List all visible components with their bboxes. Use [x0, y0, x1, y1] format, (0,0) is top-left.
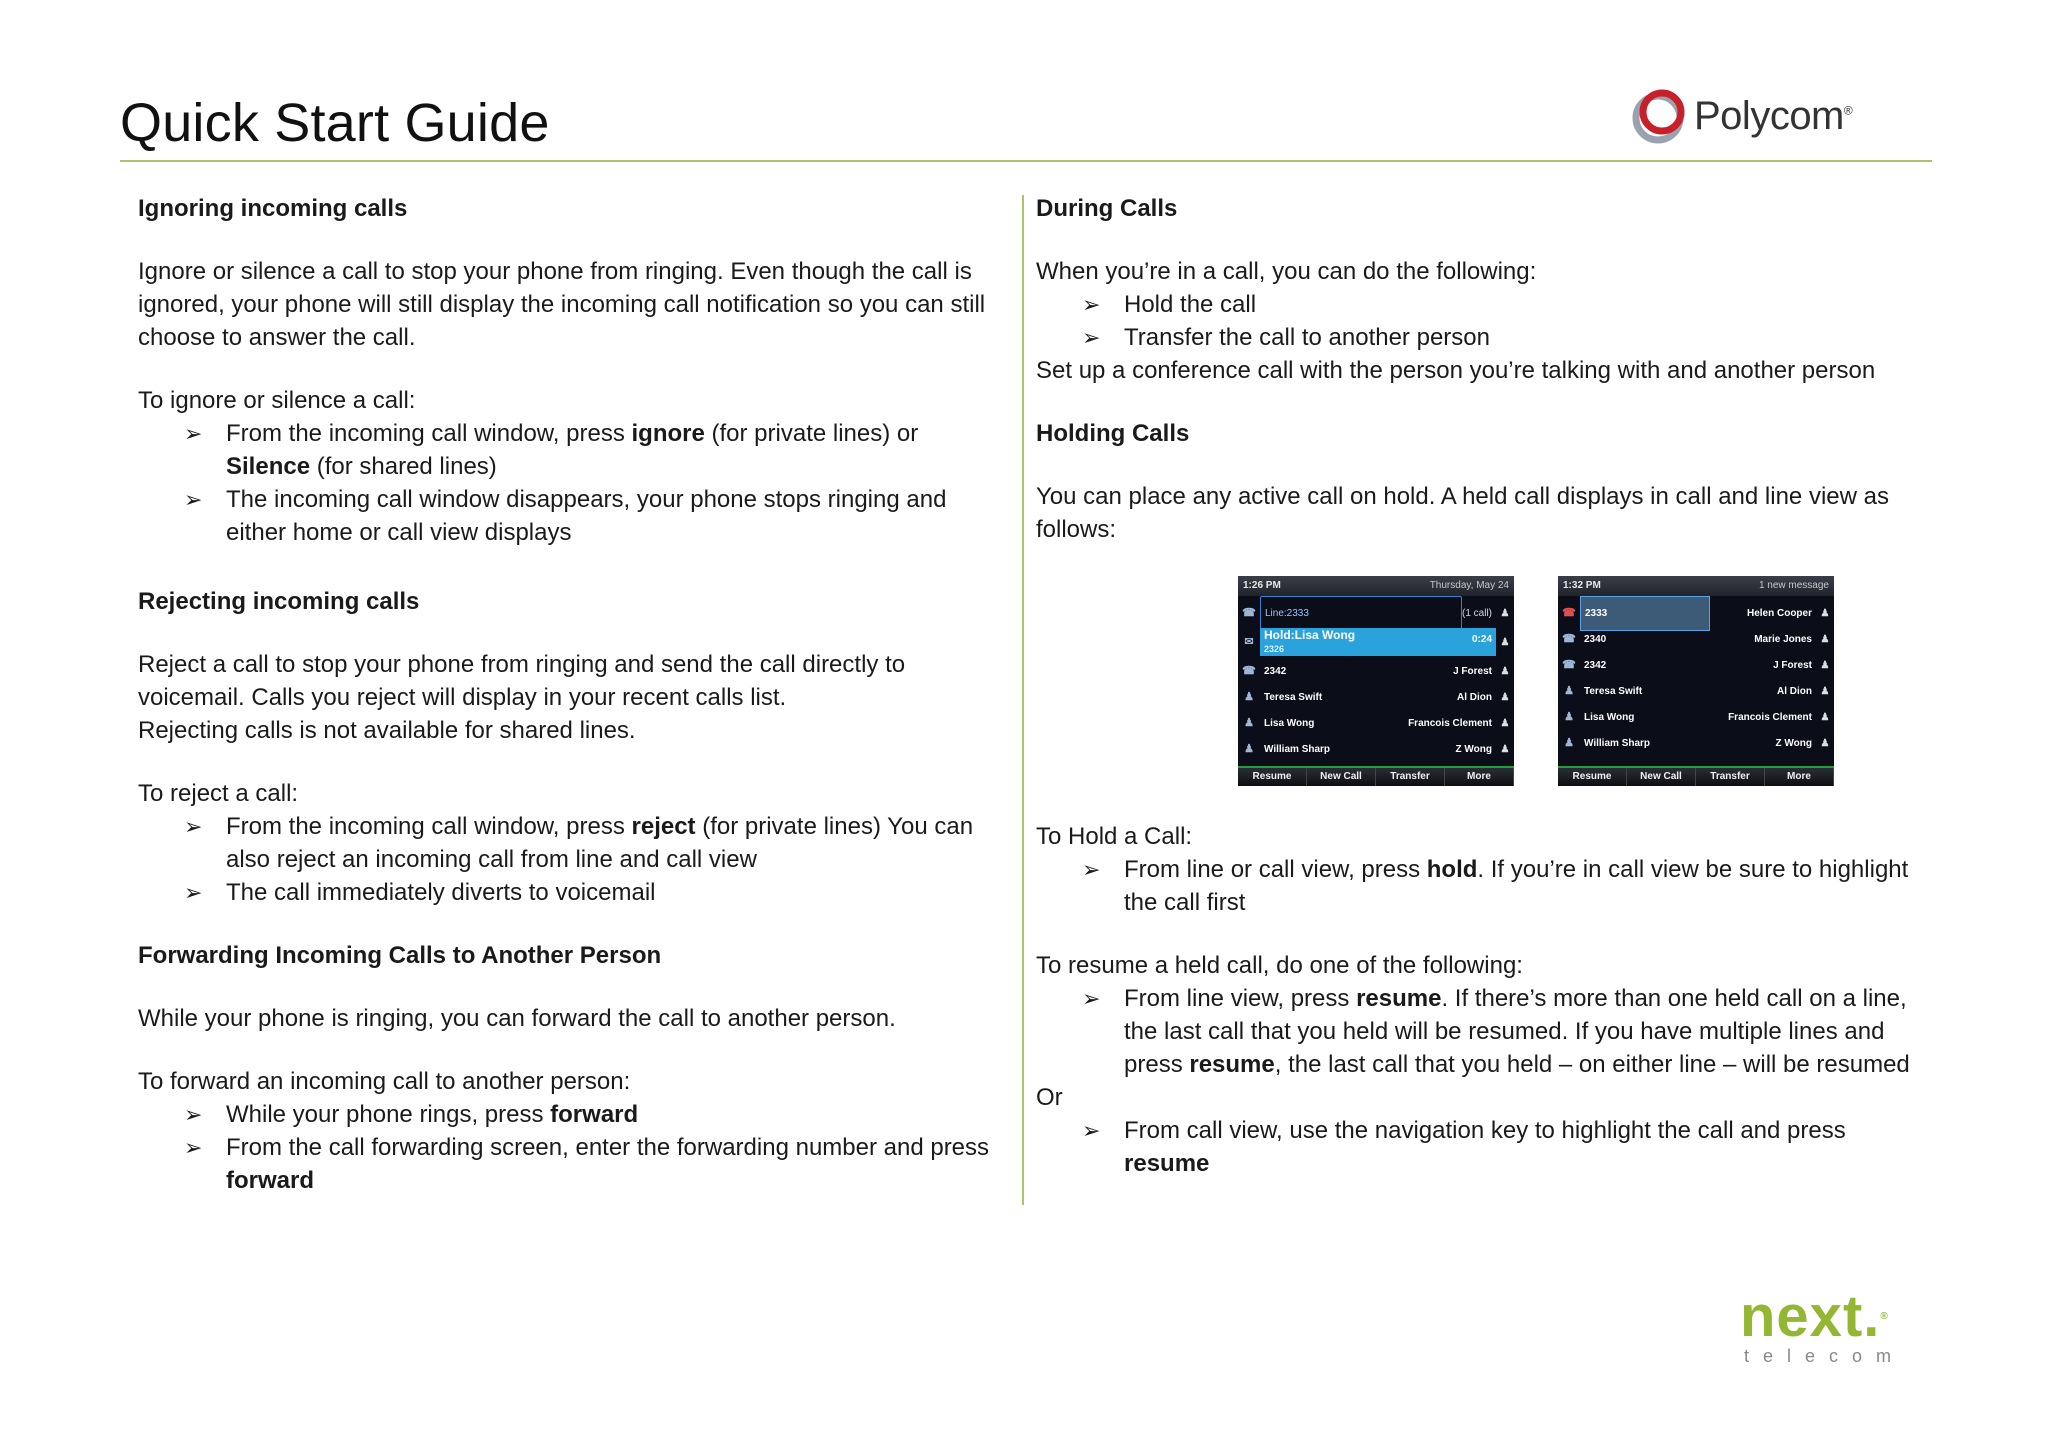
- softkey-new-call: New Call: [1307, 768, 1376, 786]
- left-column: [138, 192, 1008, 1197]
- contact-icon: ♟: [1564, 710, 1574, 723]
- list-item: ➢ The call immediately diverts to voicemail: [138, 876, 1008, 909]
- phone-icon: ☎: [1242, 606, 1256, 619]
- rejecting-steps: [138, 810, 1008, 909]
- clock: 1:26 PM: [1243, 580, 1281, 591]
- arrow-bullet-icon: ➢: [184, 487, 203, 512]
- contact-icon: ♟: [1820, 633, 1830, 645]
- arrow-bullet-icon: ➢: [184, 880, 203, 905]
- section-heading-ignoring: Ignoring incoming calls: [138, 195, 408, 222]
- list-item: ➢ From line or call view, press hold. If you’re in call view be sure to highlight the call first: [1036, 853, 1936, 919]
- softkey-new-call: New Call: [1627, 768, 1696, 786]
- contact-icon: ♟: [1500, 665, 1510, 677]
- line-row: ☎ Line:2333 (1 call) ♟: [1238, 600, 1514, 626]
- section-heading-during: During Calls: [1036, 195, 1178, 222]
- phone-screen-call-view: [1238, 576, 1514, 786]
- contact-icon: ♟: [1564, 684, 1574, 697]
- contact-icon: ♟: [1564, 736, 1574, 749]
- status-bar: [1238, 576, 1514, 596]
- list-item: ♟ Teresa Swift Al Dion ♟: [1238, 684, 1514, 710]
- ignoring-lead: To ignore or silence a call:: [138, 387, 416, 414]
- polycom-logo: [1632, 84, 1852, 148]
- during-intro: When you’re in a call, you can do the following:: [1036, 258, 1537, 285]
- arrow-bullet-icon: ➢: [1082, 857, 1101, 882]
- column-divider: [1022, 195, 1024, 1205]
- contact-icon: ♟: [1500, 691, 1510, 703]
- contact-icon: ♟: [1820, 737, 1830, 749]
- contact-icon: ♟: [1820, 607, 1830, 619]
- polycom-mark-icon: [1632, 86, 1688, 146]
- section-heading-holding: Holding Calls: [1036, 420, 1190, 447]
- message-status: 1 new message: [1758, 580, 1829, 591]
- list-item: ☎ 2342 J Forest ♟: [1238, 658, 1514, 684]
- softkeys: [1238, 766, 1514, 786]
- arrow-bullet-icon: ➢: [184, 1135, 203, 1160]
- forwarding-lead: To forward an incoming call to another person:: [138, 1068, 631, 1095]
- list-item: ➢ From call view, use the navigation key to highlight the call and press resume: [1036, 1114, 1936, 1180]
- arrow-bullet-icon: ➢: [1082, 292, 1101, 317]
- list-item: ☎ 2342 J Forest ♟: [1558, 652, 1834, 678]
- polycom-wordmark: Polycom®: [1694, 93, 1853, 138]
- resume-lead: To resume a held call, do one of the following:: [1036, 952, 1523, 979]
- softkey-transfer: Transfer: [1376, 768, 1445, 786]
- rejecting-lead: To reject a call:: [138, 780, 299, 807]
- contact-icon: ♟: [1244, 690, 1254, 703]
- during-conference: Set up a conference call with the person you’re talking with and another person: [1036, 357, 1876, 384]
- telecom-wordmark: telecom: [1744, 1346, 1906, 1366]
- contact-icon: ♟: [1820, 711, 1830, 723]
- contact-icon: ♟: [1500, 607, 1510, 619]
- contact-icon: ♟: [1500, 636, 1510, 648]
- contact-icon: ♟: [1244, 716, 1254, 729]
- softkeys: [1558, 766, 1834, 786]
- phone-icon: ☎: [1242, 664, 1256, 677]
- header-rule: [120, 160, 1932, 162]
- forwarding-steps: [138, 1098, 1008, 1197]
- softkey-more: More: [1765, 768, 1834, 786]
- next-telecom-logo: [1740, 1284, 1930, 1367]
- phone-icon: ☎: [1562, 658, 1576, 671]
- section-heading-rejecting: Rejecting incoming calls: [138, 588, 420, 615]
- phone-screenshots: [1036, 576, 1936, 786]
- list-item: ♟ Lisa Wong Francois Clement ♟: [1238, 710, 1514, 736]
- phone-icon: ☎: [1562, 606, 1576, 619]
- contact-icon: ♟: [1500, 717, 1510, 729]
- ignoring-intro: Ignore or silence a call to stop your phone from ringing. Even though the call is ignored, your phone will still display the incoming call notification so you can still choose to answer the call.: [138, 258, 986, 351]
- contact-icon: ♟: [1500, 743, 1510, 755]
- list-item: ➢ Transfer the call to another person: [1036, 321, 1936, 354]
- held-call-row: ✉ Hold:Lisa Wong 2326 0:24 ♟: [1238, 626, 1514, 658]
- softkey-resume: Resume: [1238, 768, 1307, 786]
- resume-steps: [1036, 982, 1936, 1081]
- mail-icon: ✉: [1244, 635, 1254, 648]
- list-item: ➢ Hold the call: [1036, 288, 1936, 321]
- arrow-bullet-icon: ➢: [1082, 1118, 1101, 1143]
- section-heading-forwarding: Forwarding Incoming Calls to Another Person: [138, 942, 662, 969]
- list-item: ➢ From line view, press resume. If there’s more than one held call on a line, the last call that you held will be resumed. If you have multiple lines and press resume, the last call that you held – on either line – will be resumed: [1036, 982, 1936, 1081]
- phone-icon: ☎: [1562, 632, 1576, 645]
- resume-steps-alt: [1036, 1114, 1936, 1180]
- right-column: [1036, 192, 1936, 1180]
- list-item: ☎ 2333 Helen Cooper ♟: [1558, 600, 1834, 626]
- contact-icon: ♟: [1820, 659, 1830, 671]
- list-item: ♟ William Sharp Z Wong ♟: [1238, 736, 1514, 762]
- rejecting-intro: Reject a call to stop your phone from ringing and send the call directly to voicemail. Calls you reject will display in your recent calls list.: [138, 651, 906, 711]
- softkey-transfer: Transfer: [1696, 768, 1765, 786]
- softkey-resume: Resume: [1558, 768, 1627, 786]
- page-title: Quick Start Guide: [120, 93, 550, 153]
- list-item: ➢ From the incoming call window, press reject (for private lines) You can also reject an incoming call from line and call view: [138, 810, 1008, 876]
- list-item: ➢ From the call forwarding screen, enter the forwarding number and press forward: [138, 1131, 1008, 1197]
- arrow-bullet-icon: ➢: [184, 814, 203, 839]
- holding-intro: You can place any active call on hold. A held call displays in call and line view as follows:: [1036, 483, 1889, 543]
- arrow-bullet-icon: ➢: [184, 421, 203, 446]
- arrow-bullet-icon: ➢: [184, 1102, 203, 1127]
- hold-steps: [1036, 853, 1936, 919]
- list-item: ♟ Teresa Swift Al Dion ♟: [1558, 678, 1834, 704]
- ignoring-steps: [138, 417, 1008, 549]
- contact-icon: ♟: [1820, 685, 1830, 697]
- list-item: ➢ The incoming call window disappears, your phone stops ringing and either home or call view displays: [138, 483, 1008, 549]
- next-wordmark: next.®: [1740, 1284, 1889, 1349]
- during-options: [1036, 288, 1936, 354]
- forwarding-intro: While your phone is ringing, you can forward the call to another person.: [138, 1005, 896, 1032]
- rejecting-note: Rejecting calls is not available for shared lines.: [138, 717, 636, 744]
- hold-lead: To Hold a Call:: [1036, 823, 1193, 850]
- contact-icon: ♟: [1244, 742, 1254, 755]
- list-item: ♟ Lisa Wong Francois Clement ♟: [1558, 704, 1834, 730]
- clock: 1:32 PM: [1563, 580, 1601, 591]
- arrow-bullet-icon: ➢: [1082, 986, 1101, 1011]
- list-item: ☎ 2340 Marie Jones ♟: [1558, 626, 1834, 652]
- list-item: ➢ From the incoming call window, press ignore (for private lines) or Silence (for shared lines): [138, 417, 1008, 483]
- date: Thursday, May 24: [1429, 580, 1509, 591]
- status-bar: [1558, 576, 1834, 596]
- list-item: ➢ While your phone rings, press forward: [138, 1098, 1008, 1131]
- arrow-bullet-icon: ➢: [1082, 325, 1101, 350]
- list-item: ♟ William Sharp Z Wong ♟: [1558, 730, 1834, 756]
- softkey-more: More: [1445, 768, 1514, 786]
- phone-screen-line-view: [1558, 576, 1834, 786]
- or-separator: Or: [1036, 1084, 1063, 1111]
